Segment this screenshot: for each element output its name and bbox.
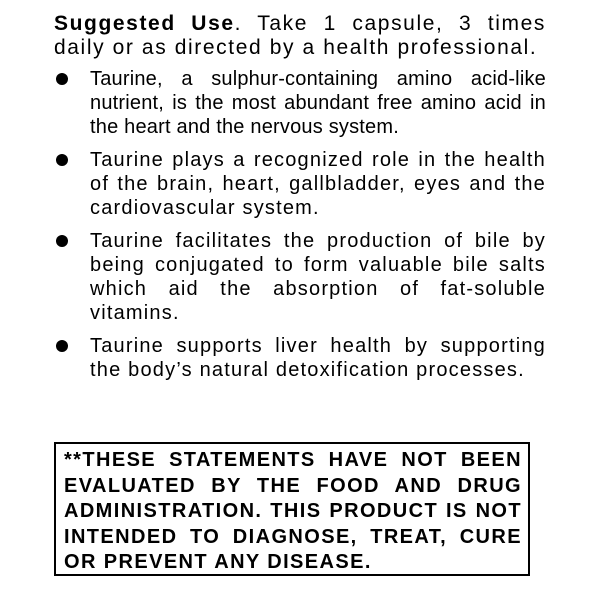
list-item [54,229,546,325]
bullet-icon [56,235,68,247]
fda-disclaimer-box [54,442,530,576]
bullet-icon [56,154,68,166]
benefits-list [54,67,546,382]
list-item-text: Taurine facilitates the production of bile by being conjugated to form valuable bile salts which aid the absorption of fat-soluble vitamins. [90,230,546,324]
bullet-icon [56,340,68,352]
supplement-label [54,12,546,391]
list-item [54,334,546,382]
fda-disclaimer-text: **THESE STATEMENTS HAVE NOT BEEN EVALUATED BY THE FOOD AND DRUG ADMINISTRATION. THIS PRODUCT IS NOT INTENDED TO DIAGNOSE, TREAT, CURE OR PREVENT ANY DISEASE. [64,449,522,573]
bullet-icon [56,73,68,85]
suggested-use-paragraph [54,12,546,60]
list-item [54,148,546,220]
list-item [54,67,546,139]
list-item-text: Taurine supports liver health by supporting the body’s natural detoxification processes. [90,335,546,381]
list-item-text: Taurine, a sulphur-containing amino acid-like nutrient, is the most abundant free amino acid in the heart and the nervous system. [90,68,546,138]
suggested-use-text: . Take 1 capsule, 3 times daily or as directed by a health professional. [54,12,546,59]
suggested-use-heading: Suggested Use [54,12,235,35]
list-item-text: Taurine plays a recognized role in the health of the brain, heart, gallbladder, eyes and the cardiovascular system. [90,149,546,219]
